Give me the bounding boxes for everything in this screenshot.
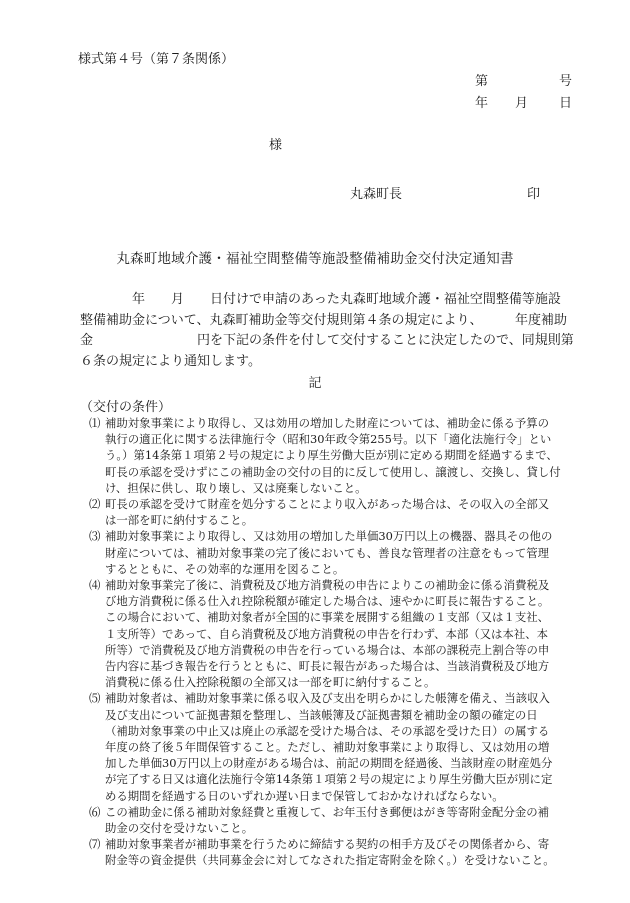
condition-item: [80, 690, 580, 803]
condition-item: [80, 804, 580, 836]
doc-no-prefix: 第: [475, 74, 489, 89]
conditions-heading: （交付の条件）: [80, 400, 172, 415]
form-number: 様式第４号（第７条関係）: [78, 52, 235, 67]
condition-line: この場合において、補助対象者が全国的に事業を展開する組織の１支部（又は１支社、: [105, 610, 550, 625]
condition-line: 年度の終了後５年間保管すること。ただし、補助対象事業により取得し、又は効用の増: [105, 740, 550, 755]
condition-line: は一部を町に納付すること。: [105, 513, 254, 528]
condition-line: 助金の交付を受けないこと。: [105, 821, 254, 836]
condition-line: 補助対象事業者が補助事業を行うために締結する契約の相手方及びその関係者から、寄: [105, 837, 550, 852]
condition-number: ⑵: [89, 497, 101, 512]
condition-item: [80, 496, 580, 528]
condition-number: ⑷: [89, 578, 101, 593]
notice-body: [80, 290, 585, 372]
condition-line: 告内容に基づき報告を行うとともに、町長に報告があった場合は、当該消費税及び地方: [105, 659, 550, 674]
condition-number: ⑺: [89, 837, 101, 852]
date-month: 月: [515, 96, 529, 111]
body-line: 整備補助金について、丸森町補助金等交付規則第４条の規定により、 年度補助: [80, 312, 567, 328]
condition-line: 附金等の資金提供（共同募金会に対してなされた指定寄附金を除く。）を受けないこと。: [105, 853, 555, 868]
body-line: ６条の規定により通知します。: [80, 353, 261, 369]
seal-mark: 印: [527, 187, 541, 202]
condition-number: ⑶: [89, 529, 101, 544]
condition-item: [80, 836, 580, 868]
condition-line: 加した単価30万円以上の財産がある場合は、前記の期間を経過後、当該財産の財産処分: [105, 756, 553, 771]
condition-line: める期間を経過する日のいずれか遅い日まで保管しておかなければならない。: [105, 788, 504, 803]
sender-name: 丸森町長: [350, 187, 403, 202]
condition-line: け、担保に供し、取り壊し、又は廃棄しないこと。: [105, 480, 367, 495]
condition-item: [80, 528, 580, 577]
condition-line: 町長の承認を受けずにこの補助金の交付の目的に反して使用し、譲渡し、交換し、貸し付: [105, 464, 561, 479]
condition-line: が完了する日又は適化法施行令第14条第１項第２号の規定により厚生労働大臣が別に定: [105, 772, 553, 787]
condition-line: 所等）で消費税及び地方消費税の申告を行っている場合は、本部の課税売上割合等の申: [105, 642, 550, 657]
condition-number: ⑹: [89, 804, 101, 819]
condition-line: 補助対象事業完了後に、消費税及び地方消費税の申告によりこの補助金に係る消費税及: [105, 578, 550, 593]
condition-line: 補助対象事業により取得し、又は効用の増加した単価30万円以上の機器、器具その他の: [105, 529, 553, 544]
condition-line: 及び支出について証拠書類を整理し、当該帳簿及び証拠書類を補助金の額の確定の日: [105, 707, 538, 722]
condition-line: 執行の適正化に関する法律施行令（昭和30年政令第255号。以下「適化法施行令」とい: [105, 432, 552, 447]
condition-line: 財産については、補助対象事業の完了後においても、善良な管理者の注意をもって管理: [105, 545, 550, 560]
condition-line: 消費税に係る仕入控除税額の全部又は一部を町に納付すること。: [105, 675, 436, 690]
date-day: 日: [559, 96, 573, 111]
condition-line: 補助対象事業により取得し、又は効用の増加した財産については、補助金に係る予算の: [105, 416, 550, 430]
condition-number: ⑸: [89, 691, 101, 706]
condition-item: [80, 577, 580, 690]
condition-line: １支所等）であって、自ら消費税及び地方消費税の申告を行わず、本部（又は本社、本: [105, 626, 548, 641]
condition-item: [80, 415, 580, 496]
ki-heading: 記: [308, 376, 322, 391]
condition-line: この補助金に係る補助対象経費と重複して、お年玉付き郵便はがき等寄附金配分金の補: [105, 804, 550, 819]
condition-line: （補助対象事業の中止又は廃止の承認を受けた場合は、その承認を受けた日）の属する: [105, 723, 550, 738]
date-line: [475, 92, 595, 111]
condition-line: び地方消費税に係る仕入れ控除税額が確定した場合は、速やかに町長に報告すること。: [105, 594, 550, 609]
doc-no-suffix: 号: [559, 74, 573, 89]
condition-line: 町長の承認を受けて財産を処分することにより収入があった場合は、その収入の全部又: [105, 497, 550, 512]
body-line: 年 月 日付けで申請のあった丸森町地域介護・福祉空間整備等施設: [80, 292, 561, 307]
document-title: 丸森町地域介護・福祉空間整備等施設整備補助金交付決定通知書: [116, 251, 514, 267]
date-year: 年: [475, 96, 489, 111]
addressee: 様: [269, 138, 283, 153]
body-line: 金 円を下記の条件を付して交付することに決定したので、同規則第: [80, 333, 574, 348]
condition-line: するとともに、その効率的な運用を図ること。: [105, 561, 345, 576]
condition-number: ⑴: [89, 416, 101, 430]
condition-line: 補助対象者は、補助対象事業に係る収入及び支出を明らかにした帳簿を備え、当該収入: [105, 691, 550, 706]
document-number: [475, 70, 595, 89]
conditions-list: [80, 415, 580, 869]
condition-line: う。）第14条第１項第２号の規定により厚生労働大臣が別に定める期間を経過するまで、: [105, 448, 558, 463]
